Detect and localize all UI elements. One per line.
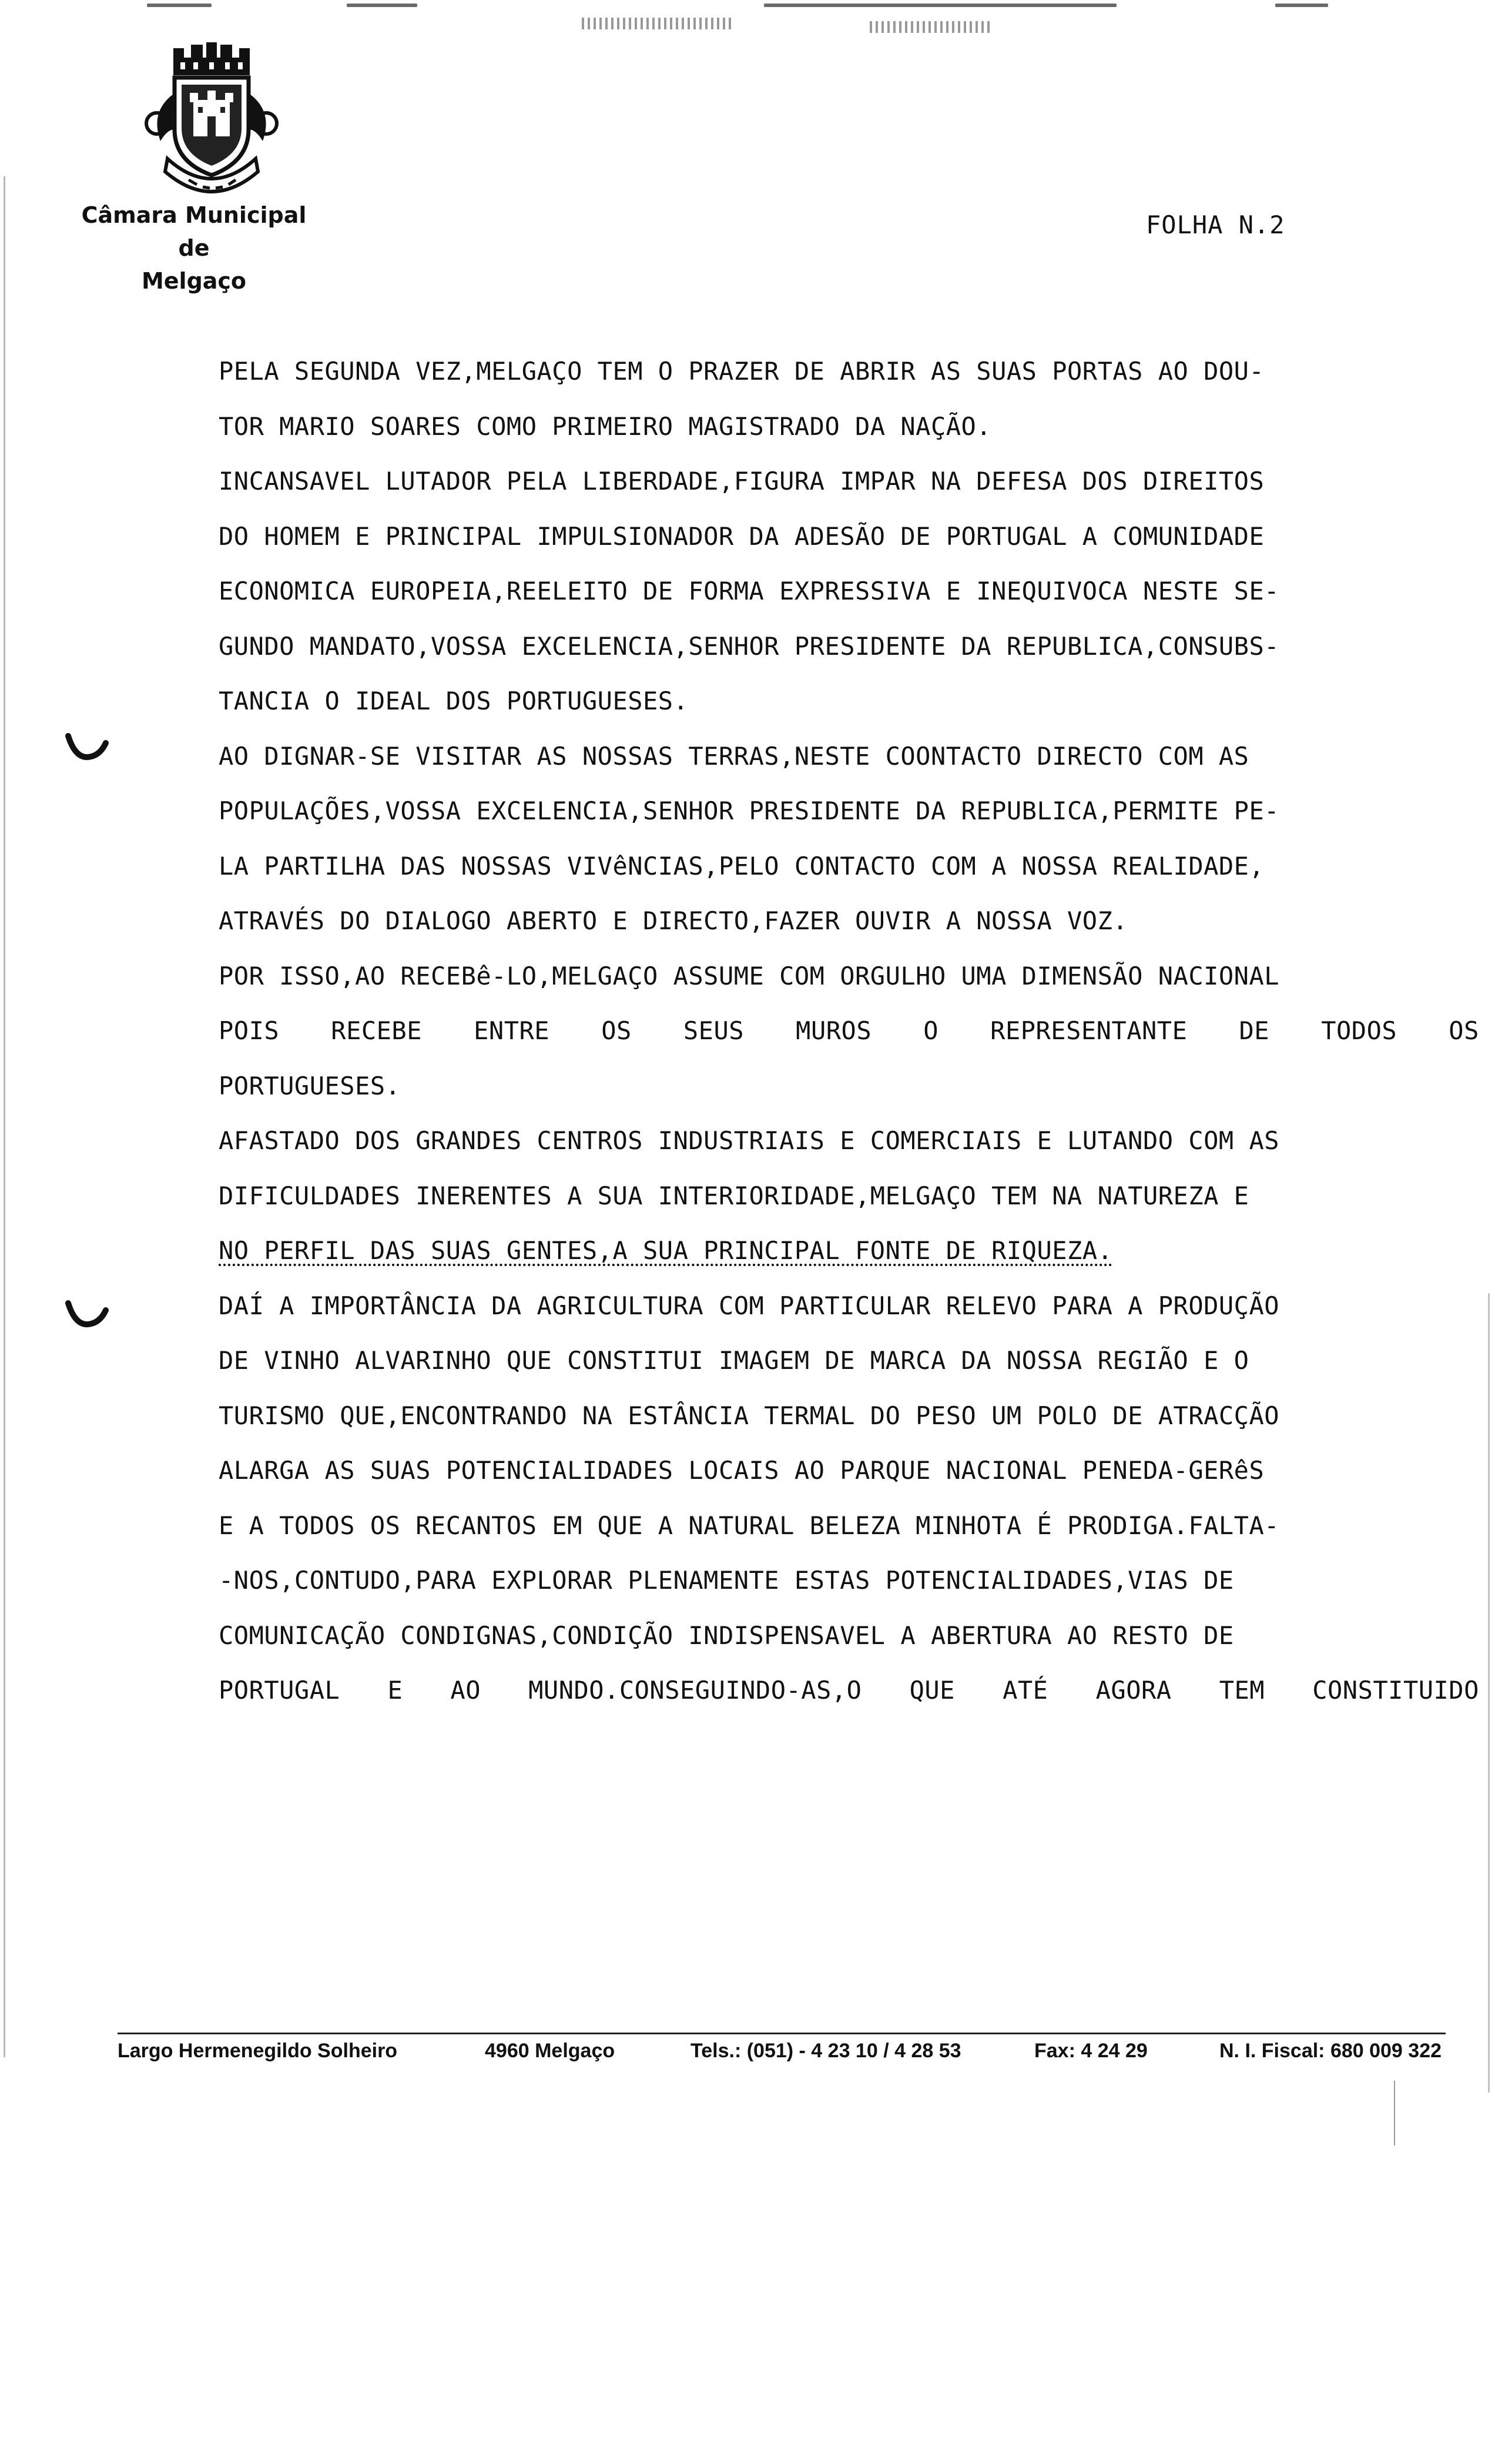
text-word: DE (1239, 1016, 1270, 1045)
text-word: O (923, 1016, 939, 1045)
text-line: PELA SEGUNDA VEZ,MELGAÇO TEM O PRAZER DE ABRIR AS SUAS PORTAS AO DOU- (219, 357, 1265, 386)
text-line: ALARGA AS SUAS POTENCIALIDADES LOCAIS AO PARQUE NACIONAL PENEDA-GERêS (219, 1456, 1265, 1485)
text-word: OS (1449, 1016, 1479, 1045)
text-line: E A TODOS OS RECANTOS EM QUE A NATURAL BELEZA MINHOTA É PRODIGA.FALTA- (219, 1511, 1280, 1540)
page-edge-mark (1394, 2081, 1395, 2145)
text-word: POIS (219, 1016, 280, 1045)
text-word: SEUS (683, 1016, 745, 1045)
text-line: ECONOMICA EUROPEIA,REELEITO DE FORMA EXPRESSIVA E INEQUIVOCA NESTE SE- (219, 577, 1280, 605)
text-line: TOR MARIO SOARES COMO PRIMEIRO MAGISTRADO DA NAÇÃO. (219, 411, 992, 441)
municipal-coat-of-arms-icon (132, 41, 291, 200)
margin-hook-mark (63, 729, 110, 764)
org-name-line: de (178, 235, 210, 261)
fax-mark (1275, 4, 1328, 7)
text-line: TURISMO QUE,ENCONTRANDO NA ESTÂNCIA TERMAL DO PESO UM POLO DE ATRACÇÃO (219, 1401, 1280, 1430)
text-word: ATÉ (1003, 1676, 1048, 1705)
text-word: CONSTITUIDO (1312, 1676, 1479, 1705)
letterhead-footer (118, 2040, 1481, 2069)
org-name-line: Câmara Municipal (81, 202, 307, 228)
text-word: MUNDO.CONSEGUINDO-AS,O (528, 1676, 862, 1705)
text-line: NO PERFIL DAS SUAS GENTES,A SUA PRINCIPAL FONTE DE RIQUEZA. (219, 1236, 1113, 1265)
footer-phones: Tels.: (051) - 4 23 10 / 4 28 53 (690, 2040, 961, 2062)
text-line: LA PARTILHA DAS NOSSAS VIVêNCIAS,PELO CONTACTO COM A NOSSA REALIDADE, (219, 851, 1265, 881)
text-word: TEM (1219, 1676, 1265, 1705)
text-word: QUE (909, 1676, 955, 1705)
text-word: AO (450, 1676, 481, 1705)
text-line: DAÍ A IMPORTÂNCIA DA AGRICULTURA COM PARTICULAR RELEVO PARA A PRODUÇÃO (219, 1291, 1280, 1320)
text-line: GUNDO MANDATO,VOSSA EXCELENCIA,SENHOR PRESIDENTE DA REPUBLICA,CONSUBS- (219, 631, 1280, 661)
org-name-line: Melgaço (141, 268, 247, 294)
text-word: MUROS (796, 1016, 872, 1045)
letter-body (219, 344, 1481, 1718)
fax-mark (764, 4, 1117, 7)
fax-bars (870, 21, 993, 33)
margin-hook-mark (63, 1296, 110, 1331)
text-line: DIFICULDADES INERENTES A SUA INTERIORIDADE,MELGAÇO TEM NA NATUREZA E (219, 1181, 1249, 1210)
footer-rule (118, 2033, 1446, 2034)
text-word: OS (601, 1016, 632, 1045)
fax-mark (147, 4, 212, 7)
text-line: AFASTADO DOS GRANDES CENTROS INDUSTRIAIS E COMERCIAIS E LUTANDO COM AS (219, 1126, 1280, 1155)
text-line: TANCIA O IDEAL DOS PORTUGUESES. (219, 687, 689, 715)
footer-address: Largo Hermenegildo Solheiro (118, 2040, 398, 2062)
sheet-number: FOLHA N.2 (1146, 210, 1285, 239)
text-line: COMUNICAÇÃO CONDIGNAS,CONDIÇÃO INDISPENSAVEL A ABERTURA AO RESTO DE (219, 1621, 1234, 1650)
text-line: ATRAVÉS DO DIALOGO ABERTO E DIRECTO,FAZER OUVIR A NOSSA VOZ. (219, 906, 1128, 935)
text-line: DO HOMEM E PRINCIPAL IMPULSIONADOR DA ADESÃO DE PORTUGAL A COMUNIDADE (219, 521, 1265, 551)
text-line-justified (219, 1003, 1479, 1059)
municipality-name (35, 199, 353, 297)
text-line: DE VINHO ALVARINHO QUE CONSTITUI IMAGEM DE MARCA DA NOSSA REGIÃO E O (219, 1346, 1249, 1375)
left-margin-rule (4, 176, 5, 2057)
footer-fax: Fax: 4 24 29 (1034, 2040, 1148, 2062)
text-word: AGORA (1095, 1676, 1172, 1705)
text-line: POPULAÇÕES,VOSSA EXCELENCIA,SENHOR PRESIDENTE DA REPUBLICA,PERMITE PE- (219, 796, 1280, 825)
footer-postal-code: 4960 Melgaço (485, 2040, 615, 2062)
right-margin-rule (1488, 1293, 1490, 2093)
footer-tax-id: N. I. Fiscal: 680 009 322 (1219, 2040, 1442, 2062)
text-word: PORTUGAL (219, 1676, 340, 1705)
text-word: REPRESENTANTE (990, 1016, 1188, 1045)
text-word: ENTRE (474, 1016, 550, 1045)
text-line: PORTUGUESES. (219, 1071, 401, 1100)
text-line: -NOS,CONTUDO,PARA EXPLORAR PLENAMENTE ESTAS POTENCIALIDADES,VIAS DE (219, 1566, 1234, 1595)
text-line-justified (219, 1663, 1479, 1718)
text-line: POR ISSO,AO RECEBê-LO,MELGAÇO ASSUME COM ORGULHO UMA DIMENSÃO NACIONAL (219, 961, 1280, 990)
text-line: INCANSAVEL LUTADOR PELA LIBERDADE,FIGURA IMPAR NA DEFESA DOS DIREITOS (219, 467, 1265, 496)
text-word: TODOS (1321, 1016, 1397, 1045)
fax-mark (347, 4, 417, 7)
fax-bars (582, 18, 735, 29)
text-word: E (387, 1676, 403, 1705)
text-word: RECEBE (331, 1016, 422, 1045)
fax-header-artifact (0, 0, 1495, 24)
text-line: AO DIGNAR-SE VISITAR AS NOSSAS TERRAS,NESTE COONTACTO DIRECTO COM AS (219, 741, 1249, 771)
